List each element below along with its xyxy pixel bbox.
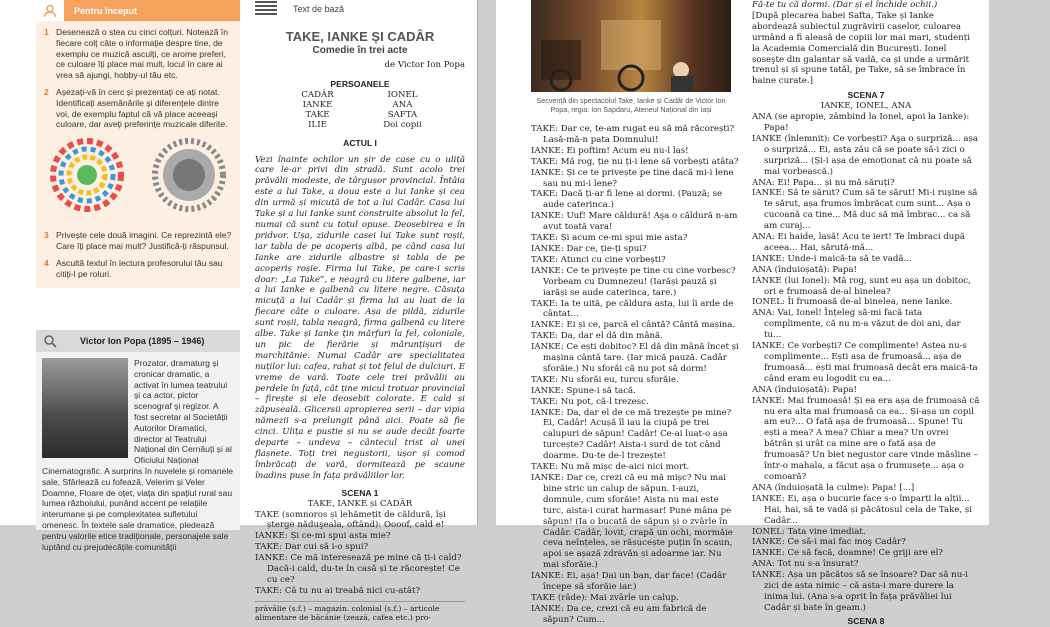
task-number: 3 (44, 230, 49, 241)
dialogue-line: IANKE: Așa un păcătos să se însoare? Dar să nu-i zici de asta nimic – că asta-i mare durere la inima lui. (Ana s-a oprit în fața prăvăliei lui Cadâr și bate în geam.) (752, 570, 968, 613)
start-activity-box (36, 0, 240, 288)
cast-name: IONEL (387, 89, 418, 100)
dialogue-line: IANKE: Ce ești dobitoc? El dă din mână încet și mașina cântă tare. (Iar mică pauză. Cadâr sforăie.) Nu sforăi că nu pot să dorm! (531, 342, 739, 374)
dialogue-line: IANKE: Uuf! Mare căldură! Aşa o căldură n-am avut toată vara! (531, 211, 738, 233)
dialogue-line: IANKE: Dar ce, crezi că eu mă mișc? Nu mai bine stric un calup de săpun. I-auzi, domnule, cum sforăie! Aista nu mai este turc, aista-i curat harmasar! Pune mâna pe săpun! (Ia o bucată de săpun și o zvârle în Cadâr. Cadâr, lovit, crapă un ochi, mormăie ceva neînțeles, se răsucește puțin în scaun, apoi se așază zdravăn și adoarme iar. Nu mai sforăie.) (531, 473, 733, 571)
scene-8-heading: SCENA 8 (847, 615, 885, 626)
dialogue-line: TAKE: Mă rog, ție nu ți-i lene să vorbești atâta? (531, 156, 739, 167)
dialogue-line: TAKE (somnoros și lehămețit de căldură, își șterge năduşeala, oftând): Oooof, cald e! (255, 509, 446, 531)
cast-name: CADÂR (301, 89, 334, 100)
cast-name: ILIE (308, 119, 327, 130)
dialogue-line: ANA (se apropie, zâmbind la Ionel, apoi la Ianke): Papa! (752, 112, 970, 133)
person-icon (36, 0, 64, 21)
bio-text: Prozator, dramaturg și cronicar dramatic, a activat în lumea teatrului și ca actor, pictor scenograf și regizor. A fost secretar al Societății Autorilor Dramatici, director al Teatrului Național din Cernăuți și al Oficiului Național Cinematografic. A surprins în nuvelele și romanele sale, Sfârlează cu fofează, Velerim și Veler Doamne, Floare de oțet, viața din spațiul rural sau lumea războiului, punând accent pe relațiile interumane și pe complexitatea sufletului omenesc. În textele sale dramatice, pledează pentru valorile etice tradiționale, personajele sale luptând cu prejudecățile comunității (42, 358, 234, 552)
start-box-title: Pentru început (74, 5, 138, 16)
start-box-header (36, 0, 240, 21)
dialogue-line: ANA: Tot nu s-a însurat? (752, 559, 859, 570)
illustrations-row (36, 136, 240, 214)
dialogue-line: IANKE: Ce te privește pe tine cu cine vorbesc? Vorbeam cu Dumnezeu! (Iarăși pauză și iarăși se aude caterinca, tare.) (531, 265, 736, 298)
dialogue-line: IANKE: Ei și ce, parcă el cântă? Cântă mașina. (531, 320, 736, 331)
start-task-list (36, 21, 240, 130)
task-number: 2 (44, 86, 49, 97)
dialogue-line: ANA: Ei haide, lasă! Acu te iert! Te îmbraci după aceea... Hai, sărută-mă... (752, 232, 965, 253)
dialogue-line: TAKE: Și acum ce-mi spui mie asta? (531, 233, 688, 244)
text-section-label: Text de bază (293, 3, 345, 14)
dialogue-line: Fă-te tu că dormi. (Dar și el închide ochii.) (752, 0, 938, 10)
play-author: de Victor Ion Popa (384, 59, 465, 70)
dialogue-line: IANKE: Dar ce, ție-ți spui? (531, 243, 647, 254)
gray-circle-illustration (150, 136, 228, 214)
dialogue-line: IANKE: Ce vorbești? Ce complimente! Astea nu-s complimente... Ești așa de frumoasă... așa de frumoasă... ești mai frumoasă decât era maică-ta când eram eu logodit cu ea... (752, 341, 978, 384)
cast-name: ANA (392, 99, 413, 110)
dialogue-line: TAKE: Nu pot, că-l trezesc. (531, 396, 649, 407)
dialogue-line: TAKE: Dar cui să i-o spui? (255, 542, 369, 553)
dialogue-line: IANKE: Da ce, crezi că eu am fabrică de săpun? Cum... (531, 603, 707, 625)
people-circle-illustration (48, 136, 126, 214)
play-text-column-1 (255, 0, 465, 622)
footnotes: prăvălie (s.f.) – magazin. colonial (s.f.) – articole alimentare de băcănie (zează, cafea etc.) pro- (255, 601, 465, 622)
dialogue-line: IANKE: Ce să-i mai fac moş Cadâr? (752, 537, 906, 548)
act-heading: ACTUL I (343, 137, 377, 148)
bio-text-wrap (42, 358, 234, 552)
dialogue-line: IONEL: Îi frumoasă de-al binelea, nene Ianke. (752, 297, 953, 308)
dialogue-line: ANA (înduioșată la culme): Papa! [...] (752, 482, 915, 493)
scene-7-cast: IANKE, IONEL, ANA (820, 101, 912, 112)
dialogue-line: IANKE (lui Ionel): Mă rog, sunt eu așa un dobitoc, ori e frumoasă de-al binelea? (752, 275, 971, 297)
dialogue-line: IONEL: Tata vine imediat. (752, 526, 866, 537)
task-item (44, 258, 232, 280)
dialogue-line: IANKE: Ce să facă, doamne! Ce griji are el? (752, 548, 943, 559)
cast-name: Doi copii (383, 119, 422, 130)
dialogue-line: IANKE: Ei poftim! Acum eu nu-l las! (531, 145, 689, 156)
dialogue-line: IANKE: Ei, așa o bucurie face s-o împarți la alții... Hai, hai, să te vadă și păcătosul cela de Take, și Cadâr... (752, 493, 972, 526)
dialogue-line: IANKE (înlemnit): Ce vorbești? Aşa o surpriză... așa o surpriză... Ei, asta zău că se poate să-i zici o surpriză... (Și-i așa de emoționat că nu poate să mai vorbească.) (752, 133, 978, 177)
dialogue-line: TAKE: Ia te uită, pe căldura asta, lui îi arde de cântat... (531, 298, 734, 320)
dialogue-line: IANKE: Mai frumoasă! Și ea era așa de frumoasă că nu era alta mai frumoasă ca ea... Și-așa un copil am eu?... O fată așa de frumoasă... Spune! Tu ești a mea? A mea? Chiar a mea? Un ovrei bătrân și urât ca mine are o fată așa de frumoasă? Un biet negustor care vinde măsline – într-o mahala, a făcut așa o frumusețe... așa o comoară? (752, 395, 980, 482)
dialogue-line: TAKE: Dar ce, te-am rugat eu să mă răcorești? Lasă-mă-n pata Domnului! (531, 124, 735, 145)
dialogue-line: IANKE: Unde-i maică-ta să te vadă... (752, 253, 912, 264)
left-page (0, 0, 478, 622)
dialogue-line: IANKE: Și ce te privește pe tine dacă mi-i lene sau nu mi-i lene? (531, 167, 734, 189)
scene-7-heading: SCENA 7 (847, 90, 885, 101)
cast-name: IANKE (302, 99, 333, 110)
task-text: Așezați-vă în cerc și prezentați ce ați notat. Identificați asemănările și diferențele dintre voi, de exemplu faptul că vă place aceeași culoare, dar aveți preferințe muzicale diferite. (56, 86, 228, 130)
theatre-photo (531, 0, 731, 92)
scene-1-heading: SCENA 1 (341, 487, 379, 498)
task-text: Ascultă textul în lectura profesorului tău sau citiți-l pe roluri. (56, 257, 223, 279)
dialogue-line: IANKE: Și ce-mi spui asta mie? (255, 531, 391, 542)
task-text: Privește cele două imagini. Ce reprezintă ele? Care îți place mai mult? Justifică-ți răspunsul. (56, 230, 232, 251)
dialogue-line: IANKE: Ce mă interesează pe mine că ți-i cald? Dacă-i cald, du-te în casă și te răcorește! Ce cu ce? (255, 553, 462, 585)
play-text-column-3 (752, 0, 980, 627)
magnifier-icon (36, 330, 64, 352)
task-item (44, 87, 232, 130)
author-bio-box (36, 330, 240, 552)
task-text: Desenează o stea cu cinci colțuri. Notează în fiecare colț câte o informație despre tine, de exemplu ce muzică asculți, ce arome preferi, ce culoare îți place mai mult, locul în care ai vrea să ajungi, hobby-ul tău etc. (56, 27, 228, 81)
dialogue-line: TAKE: Dacă ți-ar fi lene ai dormi. (Pauză; se aude caterinca.) (531, 189, 723, 211)
text-bars-icon (255, 1, 277, 17)
author-portrait (42, 358, 128, 458)
task-item (44, 230, 232, 252)
dialogue-line: IANKE: Spune-i să tacă. (531, 385, 636, 396)
cast-title: PERSOANELE (330, 78, 390, 89)
dialogue-line: TAKE: Da, dar el dă din mână. (531, 331, 663, 342)
dialogue-line: ANA (înduioșată): Papa! (752, 384, 857, 395)
task-number: 1 (44, 27, 49, 37)
cast-list (255, 90, 465, 130)
dialogue-line: TAKE (râde): Mai zvârle un calup. (531, 592, 679, 603)
dialogue-line: ANA (înduioșată): Papa! (752, 264, 857, 275)
dialogue-line: ANA: Ei! Papa... și nu mă săruți? (752, 177, 895, 188)
cast-name: SAFTA (387, 109, 418, 120)
dialogue-line: TAKE: Atunci cu cine vorbești? (531, 254, 666, 265)
photo-caption: Secvență din spectacolul Take, Ianke și Cadâr de Victor Ion Popa, regia: Ion Sapdaru, Ateneul Național din Iași (536, 96, 726, 114)
dialogue-line: TAKE: Că tu nu ai treabă nici cu-atât? (255, 585, 421, 596)
bio-header (36, 330, 240, 352)
cast-name: TAKE (305, 109, 330, 120)
dialogue-line: TAKE: Nu mă mișc de-aici nici mort. (531, 462, 690, 473)
dialogue-line: ANA: Vai, Ionel! Înțeleg să-mi facă tata complimente, că nu m-a văzut de doi ani, dar tu... (752, 308, 961, 341)
summary-note: [După plecarea babei Safta, Take și Ianke abordează subiectul zugrăvirii caselor, culoarea urmând a fi aleasă de copiii lor mai mari, studenți la Academia Comercială din București. Ionel soseşte din galantar să vadă, ca și unde a urmărit trenul și și spune tatăl, pe Take, să se îmbrace în haine curate.] (752, 10, 970, 87)
play-text-column-2 (531, 124, 739, 626)
text-section-header (255, 0, 465, 18)
task-item (44, 27, 232, 81)
stage-directions: Vezi înainte ochilor un șir de case cu o uliță care le-ar privi din stradă. Sunt acolo trei prăvălii modeste, de târgușor provincial. Întâia este a lui Take, a doua este a lui Ianke și cea din urmă și micuță de tot a lui Cadâr. Casa lui Take și a lui Ianke sunt construite absolut la fel, numai că sunt cu totul opuse. Deosebirea e în pridvor. Ușa, zidurile casei lui Take sunt roșii, iar tabla de pe acoperiș albă, pe când casa lui Ianke are zidurile albastre și tabla de pe acoperiș roșie. Firma lui Take, pe care-i scris doar: „La Take”, e neagră cu litere galbene, iar a lui Ianke e galbenă cu litere negre. Căsuța micuță a lui Cadâr și firma lui au luat de la fiecare câte o culoare. Așa de pildă, zidurile sunt roșii, tabla neagră, firma galbenă cu litere albe. Take și Ianke țin mărfuri la fel, coloniale, un pic de fierărie și mărunțișuri de marchitănie. Numai Cadâr are specialitatea nuților lui: cafea, rahat și tot felul de dulciuri. E vreme de vară. Toate cele trei prăvălii au perdele în față, cât ține micul trotuar provincial – firește și ele deosebit colorate. E cald și zăpuseală. Glicersii apropierea serii – dar vipia nămezii s-a prelungit până aici. Poate să fie cinci. Ulița e pustie și nu se aude decât foarte departe – undeva – cântecul trist al unei flașnete. Toți trei negustorii, ușor și comod îmbrăcați de vară, dormitează pe scaune înadins puse în fața prăvăliilor lor. (255, 154, 465, 481)
play-title: TAKE, IANKE ȘI CADÂR (285, 29, 435, 44)
dialogue-line: IANKE: Să te sărut? Cum să te sărut! Mi-i rușine să te sărut, așa frumos îmbrăcat cum sunt... Așa o cucoană ca tine... Mă duc să mă îmbrac... ca să am curaj... (752, 188, 978, 232)
dialogue-line: TAKE: Nu sforăi eu, turcu sforăie. (531, 374, 679, 385)
play-subtitle: Comedie în trei acte (312, 44, 408, 56)
dialogue-line: IANKE: Ei, așa! Dai un ban, dar face! (Cadâr începe să sforăie iar.) (531, 571, 727, 593)
task-number: 4 (44, 257, 49, 268)
scene-1-cast: TAKE, IANKE și CADÂR (307, 498, 413, 509)
dialogue-line: IANKE: Da, dar el de ce mă trezește pe mine? Ei, Cadâr! Acușă îl iau la ciupă pe trei calupuri de săpun! Cadâr! Ce-ai luat-o așa turcește? Cadâr! Aista-i surd de tot când doarme. Du-te de-l trezește! (531, 407, 732, 462)
start-task-list-2 (36, 224, 240, 279)
bio-title: Victor Ion Popa (1895 – 1946) (80, 336, 205, 346)
